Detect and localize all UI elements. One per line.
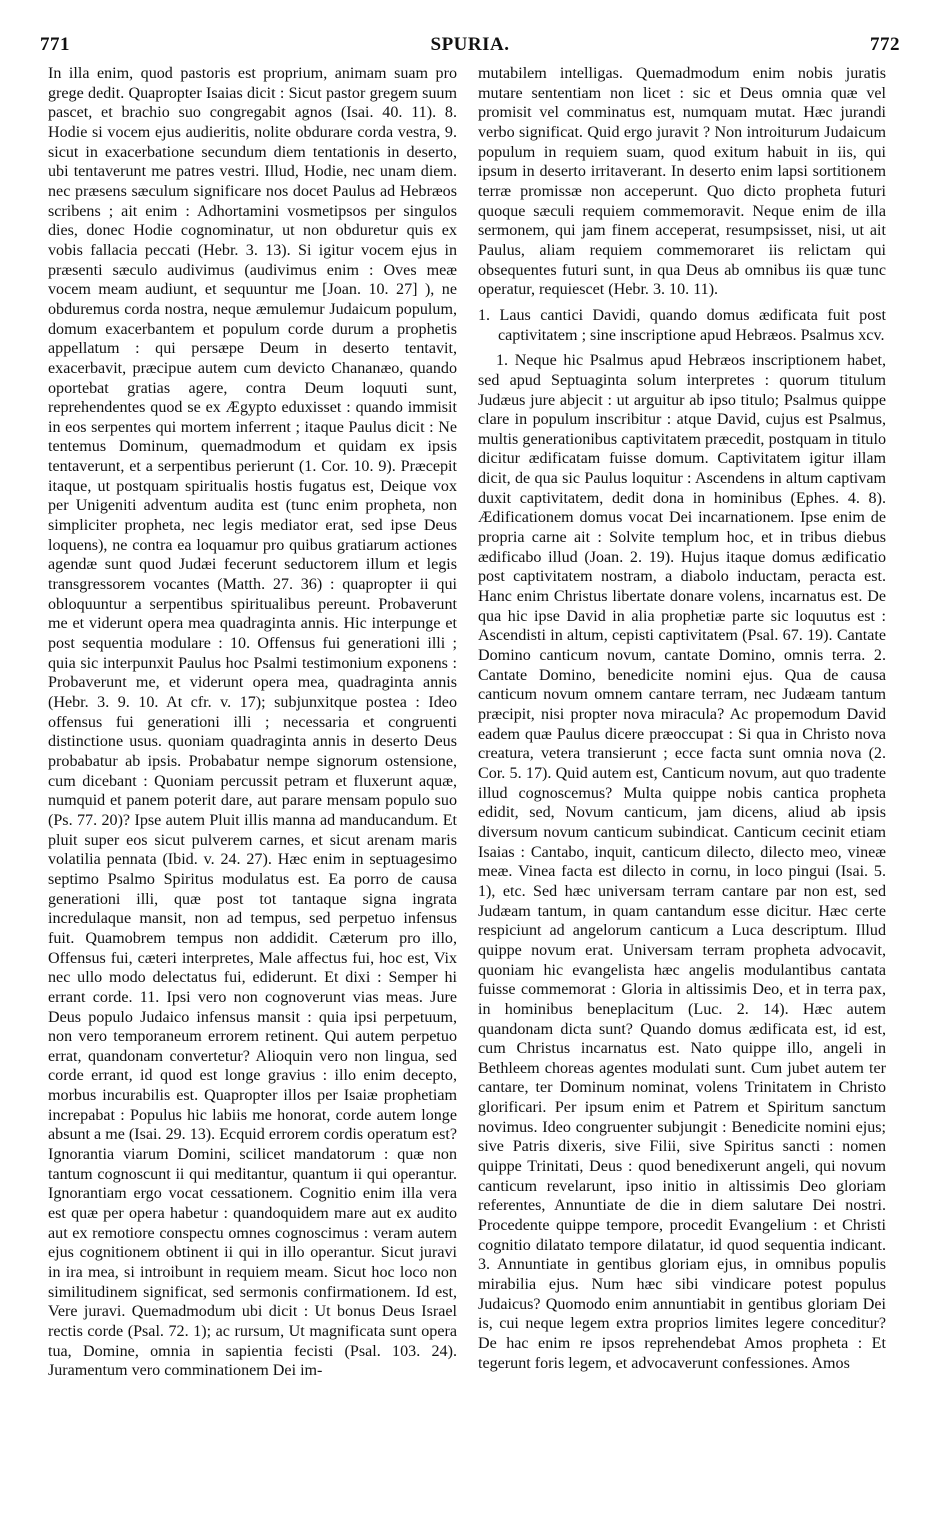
right-paragraph-continuation: mutabilem intelligas. Quemadmodum enim nobis juratis mutare sententiam non licet : sic et Deus omnia quæ vel promisit vel comminatus est, numquam mutat. Hæc jurandi verbo significat. Quid ergo juravit ? Non introiturum Judaicum populum in requiem suam, quod exitum habuit in iis, qui ipsum in deserto irritaverant. In deserto enim lapsi sortitionem terræ promissæ non acceperunt. Quo dicto propheta futuri quoque sæculi requiem commemoravit. Neque enim de illa sermonem, qui jam finem acceperat, resumpsisset, nisi, ut ait Paulus, aliam requiem commemoraret iis relictam qui obsequentes futuri sunt, in qua Deus ab omnibus iis quæ tunc operatur, requiescet (Hebr. 3. 10. 11). [478, 65, 886, 299]
right-column [478, 64, 886, 1373]
left-column [48, 64, 457, 1381]
page-number-right: 772 [870, 34, 900, 55]
psalm-heading: 1. Laus cantici Davidi, quando domus ædificata fuit post captivitatem ; sine inscriptione apud Hebræos. Psalmus xcv. [478, 306, 886, 344]
page-number-left: 771 [40, 34, 70, 55]
running-header [40, 34, 900, 62]
right-paragraph-commentary: 1. Neque hic Psalmus apud Hebræos inscriptionem habet, sed apud Septuaginta solum interpretes : quorum titulum Judæus jure abjecit : ut arguitur ab ipso titulo; Psalmus quippe clare in populum inscribitur : atque David, cujus est Psalmus, multis generationibus captivitatem præcedit, postquam in titulo dicitur ædificatam fuisse domum. Captivitatem igitur illam dicit, de qua sic Paulus loquitur : Ascendens in altum captivam duxit captivitatem, dedit dona in hominibus (Ephes. 4. 8). Ædificationem domus vocat Dei incarnationem. Ipse enim de propria carne ait : Solvite templum hoc, et in tribus diebus ædificabo illud (Joan. 2. 19). Hujus itaque domus ædificatio post captivitatem nostram, a diabolo inductam, peracta est. Hanc enim Christus libertate donare volens, incarnatus est. De qua hic ipse David in alia prophetiæ parte sic loquutus est : Ascendisti in altum, cepisti captivitatem (Psal. 67. 19). Cantate Domino canticum novum, cantate Domino, omnis terra. 2. Cantate Domino, benedicite nomini ejus. Qua de causa canticum novum omnem cantare terram, nec Judæam tantum præcipit, nisi propter nova miracula? Ac propemodum David eadem quæ Paulus dicere præoccupat : Si qua in Christo nova creatura, vetera transierunt ; ecce facta sunt omnia nova (2. Cor. 5. 17). Quid autem est, Canticum novum, aut quo tradente illud cognoscemus? Multa quippe nobis cantica propheta edidit, sed, Novum canticum, jam dicens, aliud ab ipsis diversum novum canticum subindicat. Canticum cecinit etiam Isaias : Cantabo, inquit, canticum dilecto, dilecto meo, vineæ meæ. Vinea facta est dilecto in cornu, in loco pingui (Isai. 5. 1), etc. Sed hæc universam terram cantare par non est, sed Judæam tantum, in quam cantandum esse dicitur. Hæc certe respiciunt ad angelorum canticum a Luca descriptum. Illud quippe novum erat. Universam terram propheta advocavit, quoniam hic evangelista hæc angelis modulantibus cantata fuisse commemorat : Gloria in altissimis Deo, et in terra pax, in hominibus beneplacitum (Luc. 2. 14). Hæc autem quandonam dicta sunt? Quando domus ædificata est, id est, cum Christus incarnatus est. Nato quippe illo, angeli in Bethleem choreas agentes modulati sunt. Cum jubet autem ter cantare, ter Dominum nominat, volens Trinitatem in Christo glorificari. Per ipsum enim et Patrem et Spiritum sanctum novimus. Ideo congruenter subjungit : Benedicite nomini ejus; sive Patris dixeris, sive Filii, sive Spiritus sancti : nomen quippe Trinitati, Deus : quod benedixerunt angeli, qui novum canticum revelarunt, ipso initio in altissimis Deo gloriam referentes, Annuntiate de die in diem salutare Dei nostri. Procedente quippe tempore, procedit Evangelium : et Christi cognitio dilatato tempore dilatatur, id quod sequentia indicant. 3. Annuntiate in gentibus gloriam ejus, in omnibus populis mirabilia ejus. Num hæc sibi vindicare potest populus Judaicus? Quomodo enim annuntiabit in gentibus gloriam Dei is, cui neque legem extra proprios limites legere conceditur? De hac enim re ipsos reprehendebat Amos propheta : Et tegerunt foris legem, et advocaverunt confessiones. Amos [478, 352, 886, 1372]
running-title: SPURIA. [430, 34, 510, 55]
left-column-text: In illa enim, quod pastoris est proprium, animam suam pro grege dedit. Quapropter Isaias dicit : Sicut pastor gregem suum pascet, et brachio suo congregabit agnos (Isai. 40. 11). 8. Hodie si vocem ejus audieritis, nolite obdurare corda vestra, 9. sicut in exacerbatione secundum diem tentationis in deserto, ubi tentaverunt me patres vestri. Illud, Hodie, nec unam diem. nec præsens sæculum significare nos docet Paulus ad Hebræos scribens ; ait enim : Adhortamini vosmetipsos per singulos dies, donec Hodie cognominatur, ut non obduretur quis ex vobis fallacia peccati (Hebr. 3. 13). Si igitur vocem ejus in præsenti sæculo audivimus (audivimus enim : Oves meæ vocem meam audiunt, et sequuntur me [Joan. 10. 27] ), ne obduremus corda nostra, neque æmulemur Judaicum populum, domum exacerbantem et populum corde durum a prophetis appellatum : qui persæpe Deum in deserto tentavit, exacerbavit, præcipue autem cum devicto Chananæo, quando oportebat gratias agere, contra Deum loquuti sunt, reprehendentes quod se ex Ægypto eduxisset : quando immisit in eos serpentes qui mortem inferrent ; itaque Paulus dicit : Ne tentemus Dominum, quemadmodum et quidam ex ipsis tentaverunt, et a serpentibus perierunt (1. Cor. 10. 9). Præcepit itaque, ut postquam spiritualis hostis fugatus est, Deique vox per Unigeniti adventum audita est (tunc enim propheta, non simpliciter propheta, nec legis mediator erat, sed ipse Deus loquens), ne contra ea loquamur pro quibus gratiarum actiones agendæ sunt quod Judæi fecerunt seductorem illum et legis transgressorem vocantes (Matth. 27. 36) : quapropter ii qui obloquuntur a serpentibus spiritualibus pereunt. Probaverunt me et viderunt opera mea quadraginta annis. Hic interpunge et post sequentia modulare : 10. Offensus fui generationi illi ; quia sic interpunxit Paulus hoc Psalmi testimonium exponens : Probaverunt me, et viderunt opera mea, quadraginta annis (Hebr. 3. 9. 10. At cfr. v. 17); subjunxitque postea : Ideo offensus fui generationi illi ; necessaria et congruenti distinctione usus. quoniam quadraginta annis in deserto Deus probabatur ab ipsis. Probabatur nempe signorum ostensione, cum dicebant : Quoniam percussit petram et fluxerunt aquæ, numquid et panem poterit dare, aut parare mensam populo suo (Ps. 77. 20)? Ipse autem Pluit illis manna ad manducandum. Et pluit super eos sicut pulverem carnes, et sicut arenam maris volatilia pennata (Ibid. v. 24. 27). Hæc enim in septuagesimo septimo Psalmo Spiritus modulatus est. Ea porro de causa generationi illi, quæ post tot tantaque signa ingrata incredulaque mansit, non ad tempus, sed perpetuo infensus fuit. Quamobrem tempus non addidit. Cæterum pro illo, Offensus fui, cæteri interpretes, Male affectus fui, hoc est, Vix nec ullo modo delectatus fui, ediderunt. Et dixi : Semper hi errant corde. 11. Ipsi vero non cognoverunt vias meas. Jure Deus populo Judaico infensus mansit : quia ipsi perpetuum, non vero temporaneum errorem retinent. Qui autem perpetuo errat, quandonam convertetur? Alioquin vero non lingua, sed corde errant, id quod est longe gravius : illo enim decepto, morbus incurabilis est. Quapropter illos per Isaiæ prophetiam increpabat : Populus hic labiis me honorat, corde autem longe absunt a me (Isai. 29. 13). Ecquid errorem cordis operatum est? Ignorantia viarum Domini, scilicet mandatorum : quæ non tantum cognoscunt ii qui meditantur, quantum ii qui operantur. Ignorantiam ergo vocat cessationem. Cognitio enim illa vera est quæ per opera habetur : quandoquidem mare aut ex audito aut ex remotiore conspectu omnes cognoscimus : veram autem ejus cognitionem obtinent ii qui in illo operantur. Sicut juravi in ira mea, si introibunt in requiem meam. Sicut hoc loco non similitudinem significat, sed sermonis confirmationem. Id est, Vere juravi. Quemadmodum ubi dicit : Ut bonus Deus Israel rectis corde (Psal. 72. 1); ac rursum, Ut magnificata sunt opera tua, Domine, omnia in sapientia fecisti (Psal. 103. 24). Juramentum vero comminationem Dei im- [48, 65, 457, 1380]
